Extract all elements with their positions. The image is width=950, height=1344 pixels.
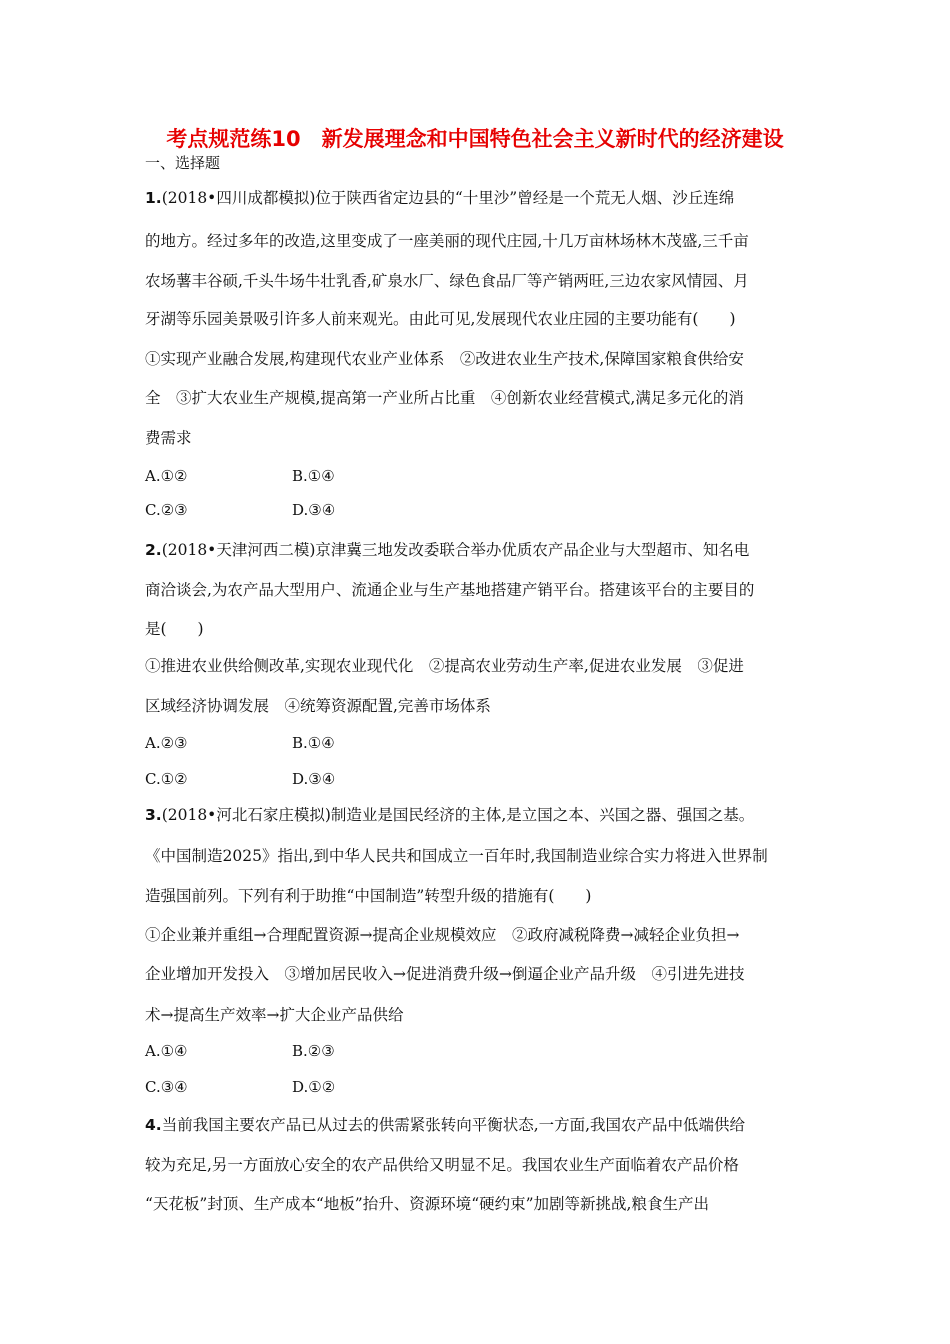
question-1-line-5: ①实现产业融合发展,构建现代农业产业体系 ②改进农业生产技术,保障国家粮食供给安 xyxy=(145,350,744,368)
question-3-option-c: C.③④ xyxy=(145,1078,188,1096)
question-4-line-1: 4.当前我国主要农产品已从过去的供需紧张转向平衡状态,一方面,我国农产品中低端供给 xyxy=(145,1116,746,1134)
question-4-line-3: “天花板”封顶、生产成本“地板”抬升、资源环境“硬约束”加剧等新挑战,粮食生产出 xyxy=(145,1195,709,1213)
question-1-line-4: 牙湖等乐园美景吸引许多人前来观光。由此可见,发展现代农业庄园的主要功能有( ) xyxy=(145,310,736,328)
question-2-option-d: D.③④ xyxy=(292,770,336,788)
question-3-option-a: A.①④ xyxy=(145,1042,188,1060)
question-2-line-3: 是( ) xyxy=(145,620,204,638)
question-1-option-b: B.①④ xyxy=(292,467,335,485)
question-1-line-1: 1.(2018•四川成都模拟)位于陕西省定边县的“十里沙”曾经是一个荒无人烟、沙丘连绵 xyxy=(145,189,735,207)
question-4-line-2: 较为充足,另一方面放心安全的农产品供给又明显不足。我国农业生产面临着农产品价格 xyxy=(145,1156,739,1174)
question-2-line-1: 2.(2018•天津河西二模)京津冀三地发改委联合举办优质农产品企业与大型超市、知名电 xyxy=(145,541,750,559)
question-1-option-d: D.③④ xyxy=(292,501,336,519)
question-number: 3. xyxy=(145,806,162,824)
section-heading: 一、选择题 xyxy=(145,154,221,172)
question-3-line-4: ①企业兼并重组→合理配置资源→提高企业规模效应 ②政府减税降费→减轻企业负担→ xyxy=(145,926,740,944)
question-2-line-2: 商洽谈会,为农产品大型用户、流通企业与生产基地搭建产销平台。搭建该平台的主要目的 xyxy=(145,581,755,599)
question-2-option-b: B.①④ xyxy=(292,734,335,752)
question-3-line-1: 3.(2018•河北石家庄模拟)制造业是国民经济的主体,是立国之本、兴国之器、强国之基。 xyxy=(145,806,755,824)
question-3-line-5: 企业增加开发投入 ③增加居民收入→促进消费升级→倒逼企业产品升级 ④引进先进技 xyxy=(145,965,745,983)
question-number: 2. xyxy=(145,541,162,559)
page-title: 考点规范练10 新发展理念和中国特色社会主义新时代的经济建设 xyxy=(166,127,784,151)
question-3-line-6: 术→提高生产效率→扩大企业产品供给 xyxy=(145,1006,404,1024)
question-2-option-a: A.②③ xyxy=(145,734,188,752)
question-3-line-2: 《中国制造2025》指出,到中华人民共和国成立一百年时,我国制造业综合实力将进入世界制 xyxy=(145,847,768,865)
question-3-line-3: 造强国前列。下列有利于助推“中国制造”转型升级的措施有( ) xyxy=(145,887,592,905)
question-2-line-4: ①推进农业供给侧改革,实现农业现代化 ②提高农业劳动生产率,促进农业发展 ③促进 xyxy=(145,657,744,675)
question-number: 4. xyxy=(145,1116,162,1134)
question-number: 1. xyxy=(145,189,162,207)
question-1-line-7: 费需求 xyxy=(145,429,192,447)
question-2-option-c: C.①② xyxy=(145,770,188,788)
question-1-option-a: A.①② xyxy=(145,467,188,485)
question-1-option-c: C.②③ xyxy=(145,501,188,519)
question-3-option-b: B.②③ xyxy=(292,1042,335,1060)
question-1-line-2: 的地方。经过多年的改造,这里变成了一座美丽的现代庄园,十几万亩林场林木茂盛,三千亩 xyxy=(145,232,749,250)
question-1-line-6: 全 ③扩大农业生产规模,提高第一产业所占比重 ④创新农业经营模式,满足多元化的消 xyxy=(145,389,744,407)
question-3-option-d: D.①② xyxy=(292,1078,336,1096)
question-2-line-5: 区域经济协调发展 ④统筹资源配置,完善市场体系 xyxy=(145,697,491,715)
question-1-line-3: 农场薯丰谷硕,千头牛场牛壮乳香,矿泉水厂、绿色食品厂等产销两旺,三边农家风情园、月 xyxy=(145,272,749,290)
